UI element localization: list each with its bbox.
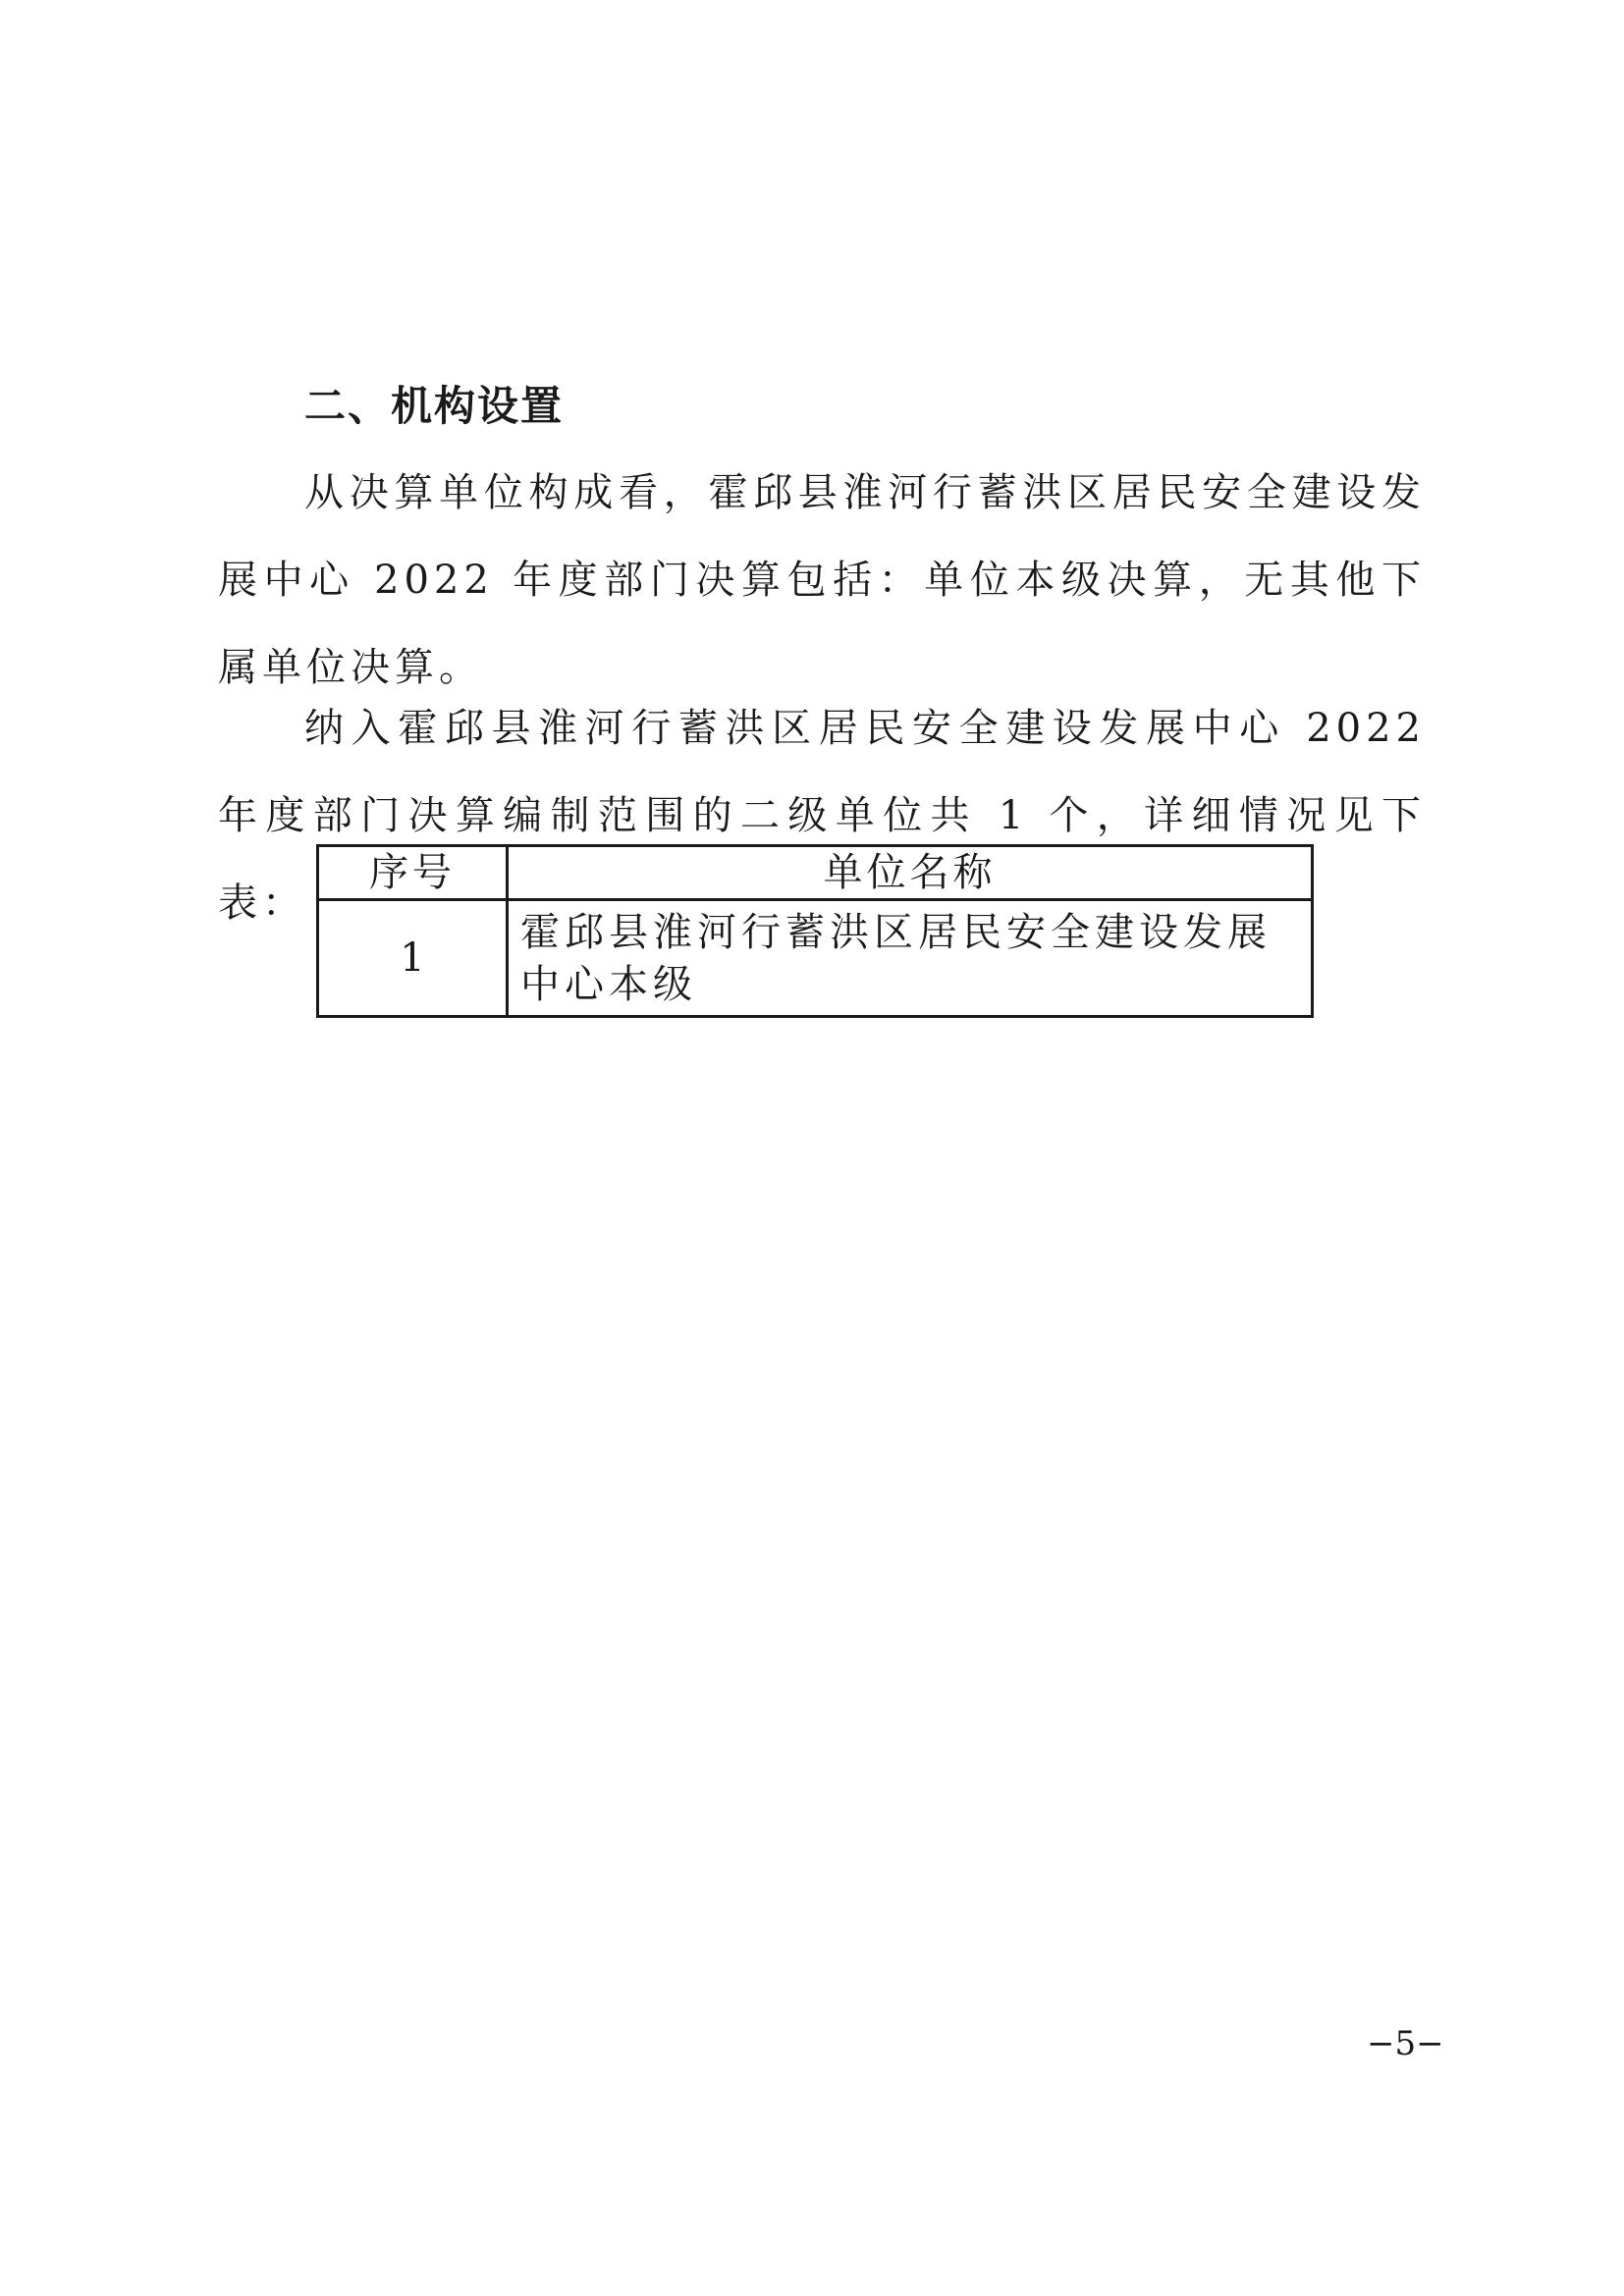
page-number: −5−	[1367, 2024, 1444, 2063]
cell-unit-name: 霍邱县淮河行蓄洪区居民安全建设发展中心本级	[508, 900, 1313, 1017]
header-unit-name: 单位名称	[508, 846, 1313, 900]
table-header-row	[318, 846, 1313, 900]
paragraph-composition: 从决算单位构成看，霍邱县淮河行蓄洪区居民安全建设发展中心 2022 年度部门决算包括：单位本级决算，无其他下属单位决算。	[218, 470, 1426, 690]
unit-table	[316, 844, 1314, 1018]
cell-index: 1	[318, 900, 508, 1017]
paragraph-scope: 纳入霍邱县淮河行蓄洪区居民安全建设发展中心 2022 年度部门决算编制范围的二级单位共 1 个，详细情况见下表：	[218, 706, 1426, 926]
table-row	[318, 900, 1313, 1017]
header-index: 序号	[318, 846, 508, 900]
section-heading: 二、机构设置	[304, 382, 565, 430]
